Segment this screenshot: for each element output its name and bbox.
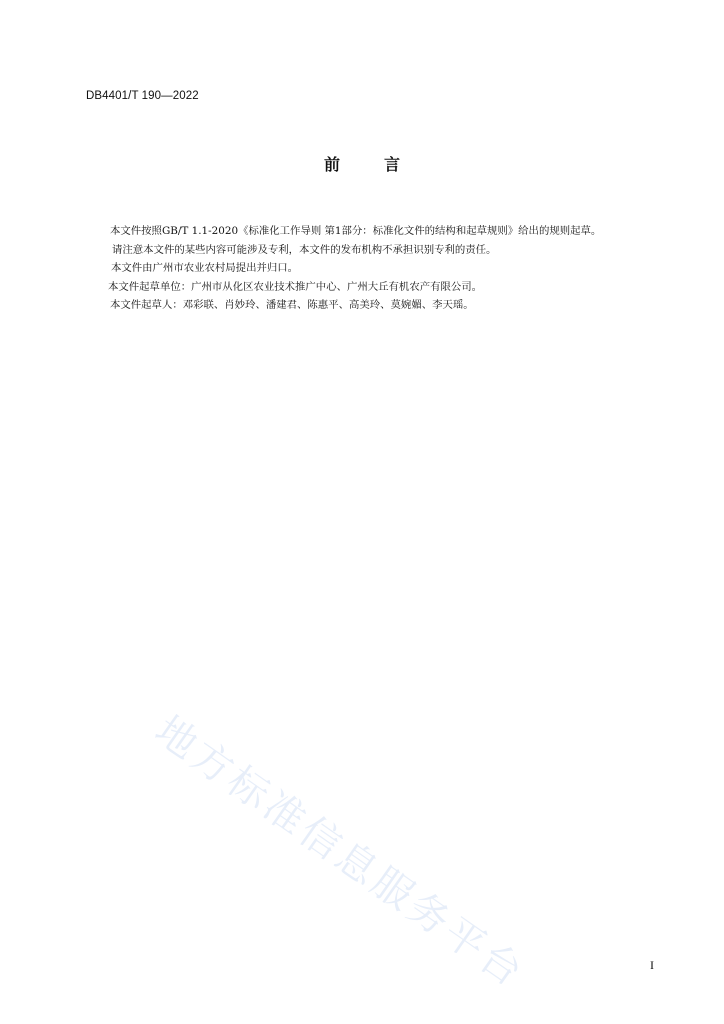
paragraph-drafting-units: 本文件起草单位：广州市从化区农业技术推广中心、广州大丘有机农产有限公司。	[108, 280, 483, 293]
page-number: I	[650, 958, 654, 972]
title-char-left: 前	[323, 155, 340, 174]
foreword-body	[86, 222, 660, 315]
paragraph-proposer: 本文件由广州市农业农村局提出并归口。	[111, 262, 299, 274]
paragraph-drafting-rules: 本文件按照GB/T 1.1-2020《标准化工作导则 第1部分：标准化文件的结构和起草规则》给出的规则起草。	[110, 225, 602, 237]
paragraph-drafters: 本文件起草人：邓彩联、肖妙玲、潘建君、陈惠平、高美玲、莫婉媚、李天瑶。	[110, 299, 474, 311]
watermark: 地方标准信息服务平台	[146, 707, 534, 998]
standard-code: DB4401/T 190—2022	[86, 90, 199, 102]
title-char-right: 言	[384, 155, 401, 174]
paragraph-patent-notice: 请注意本文件的某些内容可能涉及专利，本文件的发布机构不承担识别专利的责任。	[112, 243, 497, 256]
page-title	[0, 152, 724, 175]
